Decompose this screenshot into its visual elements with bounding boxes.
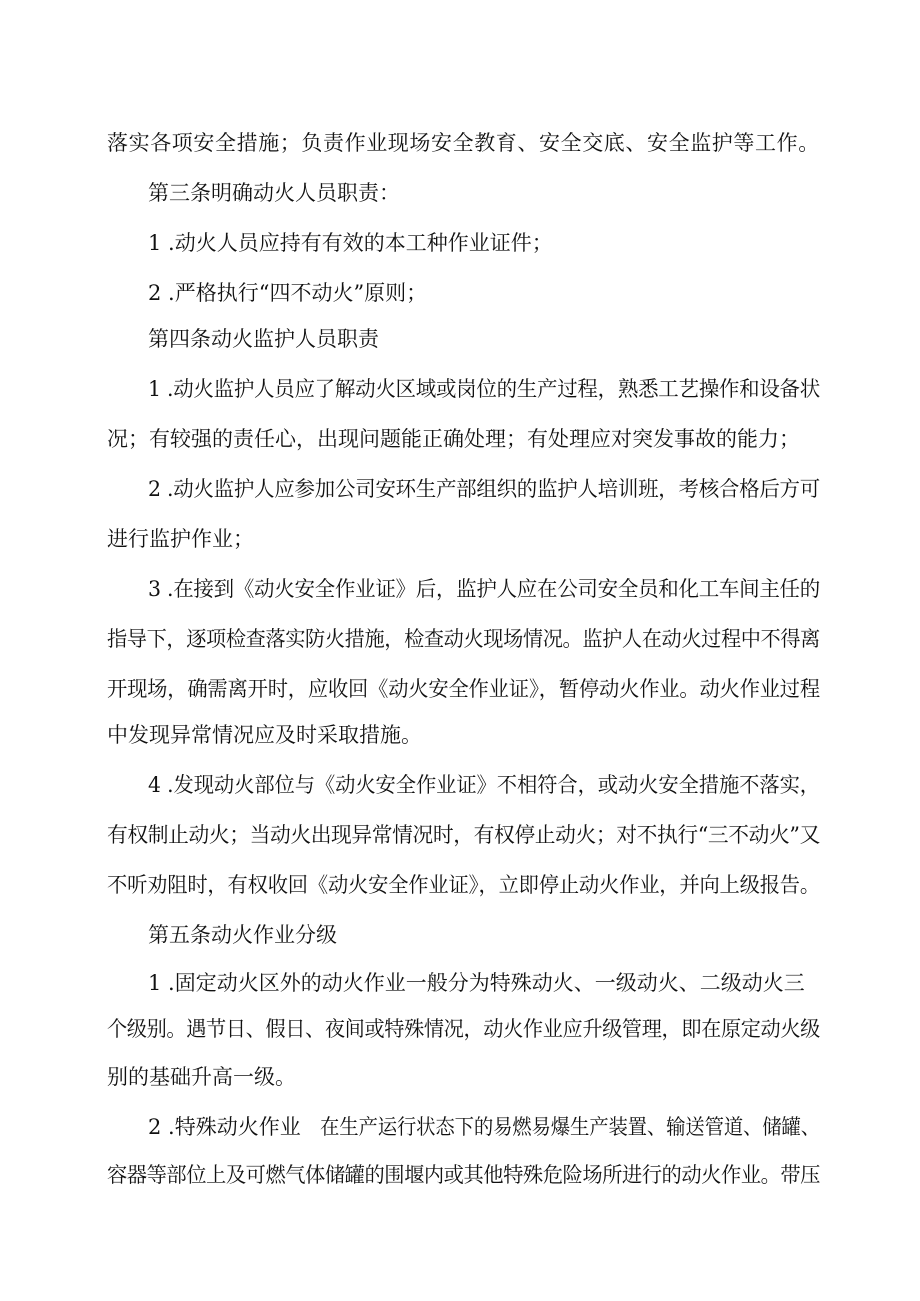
text-line (0, 624, 920, 654)
text-line-content: 容器等部位上及可燃气体储罐的围堰内或其他特殊危险场所进行的动火作业。带压 (107, 1163, 820, 1187)
list-item (0, 968, 920, 998)
list-item (0, 474, 920, 504)
section-heading (0, 178, 920, 208)
list-item (0, 374, 920, 404)
section-heading-text: 第三条明确动火人员职责： (148, 181, 400, 205)
text-line-content: 开现场，确需离开时，应收回《动火安全作业证》，暂停动火作业。动火作业过程 (107, 677, 820, 701)
text-line (0, 820, 920, 850)
text-line-content: 落实各项安全措施；负责作业现场安全教育、安全交底、安全监护等工作。 (107, 131, 820, 155)
section-heading-text: 第五条动火作业分级 (148, 923, 337, 947)
text-line (0, 1062, 920, 1092)
text-line-content: 不听劝阻时，有权收回《动火安全作业证》，立即停止动火作业，并向上级报告。 (107, 873, 820, 897)
list-item-text: 2 .动火监护人应参加公司安环生产部组织的监护人培训班，考核合格后方可 (148, 477, 820, 501)
text-line-content: 指导下，逐项检查落实防火措施，检查动火现场情况。监护人在动火过程中不得离 (107, 627, 820, 651)
section-heading (0, 920, 920, 950)
text-line (0, 720, 920, 750)
text-line-content: 况；有较强的责任心，出现问题能正确处理；有处理应对突发事故的能力； (107, 427, 800, 451)
text-line-content: 进行监护作业； (107, 527, 254, 551)
text-line (0, 424, 920, 454)
text-line-content: 个级别。遇节日、假日、夜间或特殊情况，动火作业应升级管理，即在原定动火级 (107, 1017, 820, 1041)
list-item (0, 278, 920, 308)
text-line (0, 524, 920, 554)
list-item (0, 228, 920, 258)
list-item (0, 770, 920, 800)
list-item-text: 4 .发现动火部位与《动火安全作业证》不相符合，或动火安全措施不落实， (148, 773, 820, 797)
list-item-label: 2 .特殊动火作业 (148, 1115, 301, 1139)
text-line (0, 1160, 920, 1190)
text-line-content: 中发现异常情况应及时采取措施。 (107, 723, 422, 747)
text-line (0, 128, 920, 158)
list-item (0, 574, 920, 604)
text-line-content: 别的基础升高一级。 (107, 1065, 296, 1089)
text-line (0, 674, 920, 704)
list-item-text: 1 .固定动火区外的动火作业一般分为特殊动火、一级动火、二级动火三 (148, 971, 805, 995)
list-item-text: 1 .动火人员应持有有效的本工种作业证件； (148, 231, 553, 255)
section-heading-text: 第四条动火监护人员职责 (148, 327, 379, 351)
list-item-text: 在生产运行状态下的易燃易爆生产装置、输送管道、储罐、 (320, 1115, 820, 1139)
list-item-text: 2 .严格执行“四不动火”原则； (148, 281, 428, 305)
list-item-text: 1 .动火监护人员应了解动火区域或岗位的生产过程，熟悉工艺操作和设备状 (148, 377, 820, 401)
list-item (0, 1112, 920, 1142)
section-heading (0, 324, 920, 354)
list-item-text: 3 .在接到《动火安全作业证》后，监护人应在公司安全员和化工车间主任的 (148, 577, 820, 601)
text-line (0, 1014, 920, 1044)
text-line-content: 有权制止动火；当动火出现异常情况时，有权停止动火；对不执行“三不动火”又 (107, 823, 821, 847)
text-line (0, 870, 920, 900)
